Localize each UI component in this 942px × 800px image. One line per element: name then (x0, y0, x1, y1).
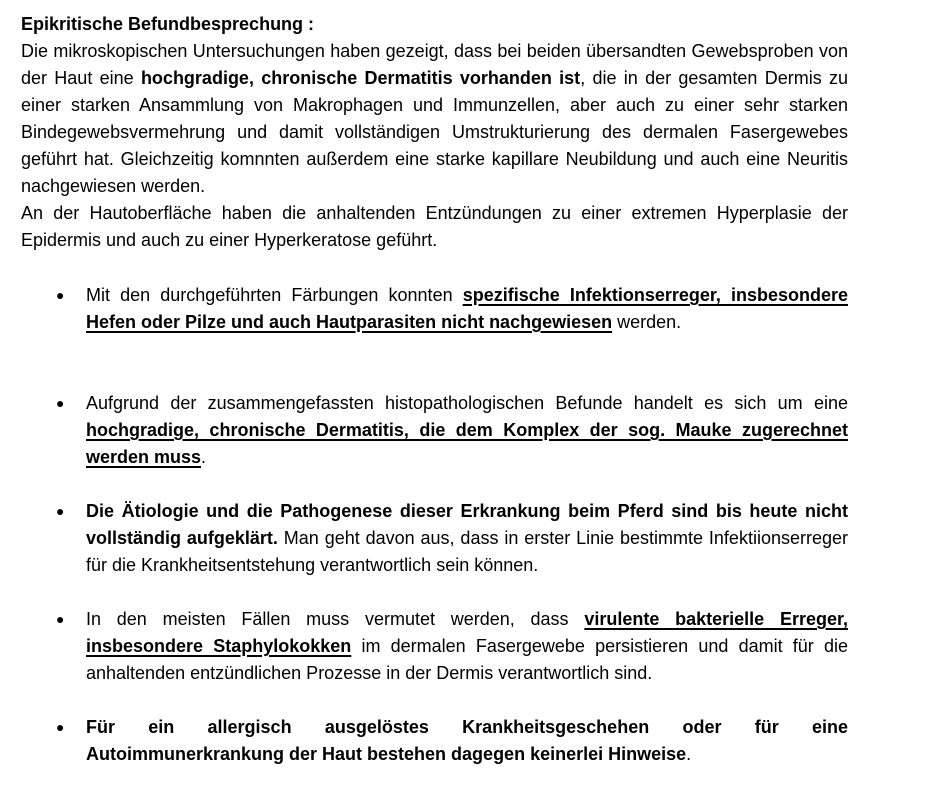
list-item (56, 498, 848, 606)
bullet-1-text-1: Mit den durchgeführten Färbungen konnten (86, 285, 463, 305)
bullet-icon: ● (56, 287, 65, 303)
bullet-3-text-2: Man geht davon aus, dass in erster Linie bestimmte Infektiionserreger für die Krankheitsentstehung verantwortlich sein können. (86, 528, 848, 575)
bullet-2-text-2: . (201, 447, 207, 467)
findings-list (0, 282, 942, 774)
intro-paragraph-2: An der Hautoberfläche haben die anhaltenden Entzündungen zu einer extremen Hyperplasie der Epidermis und auch zu einer Hyperkeratose geführt. (21, 203, 848, 250)
list-item (56, 606, 848, 714)
section-heading: Epikritische Befundbesprechung : (21, 14, 315, 34)
bullet-2-underlined: hochgradige, chronische Dermatitis, die dem Komplex der sog. Mauke zugerechnet werden muss (86, 420, 848, 467)
list-item (56, 282, 848, 390)
intro-text (21, 38, 848, 254)
bullet-1-underlined: spezifische Infektionserreger, insbesondere Hefen oder Pilze und auch Hautparasiten nicht nachgewiesen (86, 285, 848, 332)
bullet-icon: ● (56, 503, 65, 519)
bullet-4-text-1: In den meisten Fällen muss vermutet werden, dass (86, 609, 585, 629)
bullet-4-underlined: virulente bakterielle Erreger, insbesondere Staphylokokken (86, 609, 848, 656)
list-item (56, 390, 848, 498)
bullet-icon: ● (56, 611, 65, 627)
bullet-4-text-2: im dermalen Fasergewebe persistieren und damit für die anhaltenden entzündlichen Prozesse in der Dermis verantwortlich sind. (86, 636, 848, 683)
intro-p1-bold: hochgradige, chronische Dermatitis vorhanden ist (140, 68, 581, 88)
intro-p1-text-1: Die mikroskopischen Untersuchungen haben gezeigt, dass bei beiden übersandten Gewebsproben von der Haut eine (21, 41, 848, 88)
list-item (56, 714, 848, 774)
intro-p1-text-2: , die in der gesamten Dermis zu einer starken Ansammlung von Makrophagen und Immunzellen, aber auch zu einer sehr starken Bindegewebsvermehrung und damit vollständigen Umstrukturierung des dermalen Fasergewebes geführt hat. Gleichzeitig komnnten außerdem eine starke kapillare Neubildung und auch eine Neuritis nachgewiesen werden. (21, 68, 849, 196)
intro-paragraph-1 (21, 38, 848, 200)
bullet-5-text-2: . (686, 744, 692, 764)
bullet-5-bold: Für ein allergisch ausgelöstes Krankheitsgeschehen oder für eine Autoimmunerkrankung der Haut bestehen dagegen keinerlei Hinweise (86, 717, 848, 764)
bullet-2-text-1: Aufgrund der zusammengefassten histopathologischen Befunde handelt es sich um eine (86, 393, 848, 413)
bullet-3-bold: Die Ätiologie und die Pathogenese dieser Erkrankung beim Pferd sind bis heute nicht vollständig aufgeklärt. (86, 501, 848, 548)
bullet-icon: ● (56, 719, 65, 735)
bullet-icon: ● (56, 395, 65, 411)
bullet-1-text-2: werden. (612, 312, 682, 332)
